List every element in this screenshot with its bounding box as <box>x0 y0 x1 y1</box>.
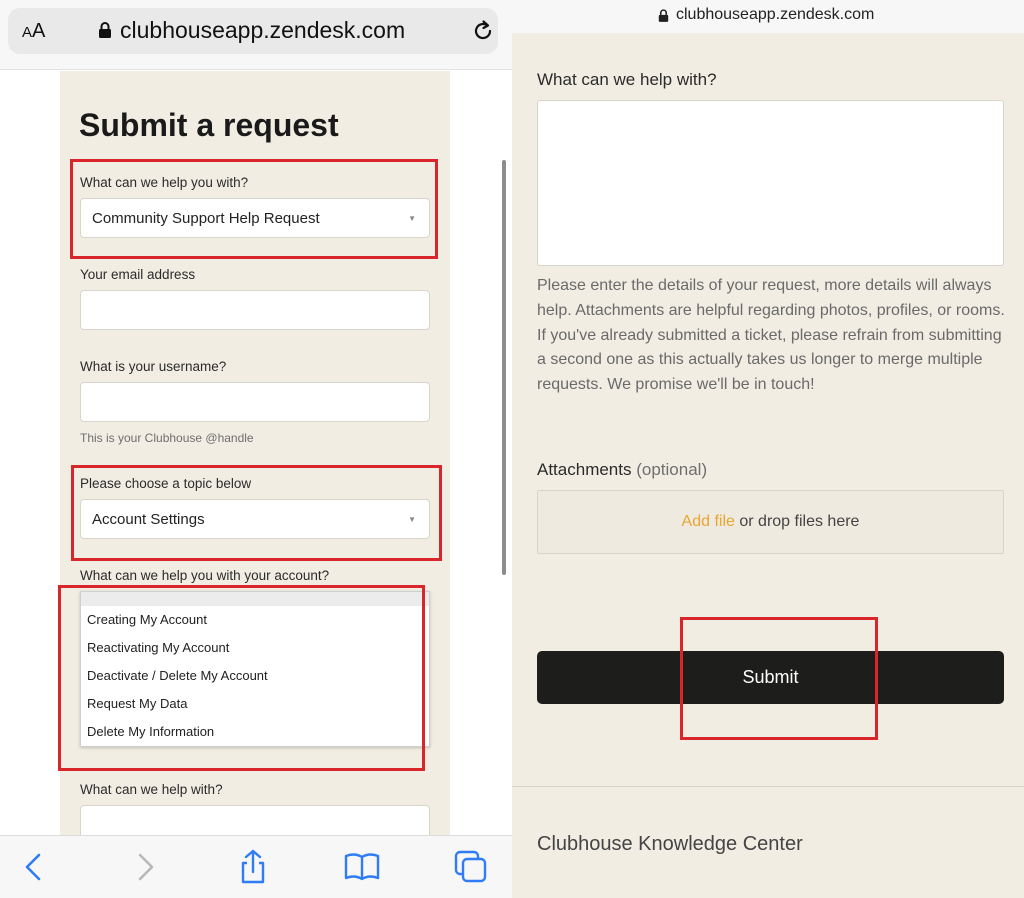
help-type-value: Community Support Help Request <box>92 210 320 227</box>
bookmarks-icon[interactable] <box>343 848 381 886</box>
address-bar[interactable] <box>8 8 498 54</box>
dropdown-option[interactable]: Request My Data <box>87 696 188 711</box>
text-size-button[interactable]: AA <box>22 20 46 42</box>
file-drop-zone[interactable] <box>537 490 1004 554</box>
details-textarea[interactable] <box>537 100 1004 266</box>
tabs-icon[interactable] <box>452 848 490 886</box>
help-type-label: What can we help you with? <box>80 175 249 190</box>
forward-icon[interactable] <box>126 848 164 886</box>
topic-value: Account Settings <box>92 511 205 528</box>
lock-icon <box>98 22 112 39</box>
details-label: What can we help with? <box>537 70 717 89</box>
footer-title[interactable]: Clubhouse Knowledge Center <box>537 833 803 855</box>
back-icon[interactable] <box>15 848 53 886</box>
share-icon[interactable] <box>234 848 272 886</box>
chevron-down-icon: ▼ <box>408 515 416 524</box>
details-description: Please enter the details of your request, more details will always help. Attachments are helpful regarding photos, profiles, or rooms. If you've already submitted a ticket, please refrain from submitting a second one as this actually takes us longer to merge multiple requests. We promise we'll be in touch! <box>537 277 1005 394</box>
page-title: Submit a request <box>79 107 339 143</box>
highlight-account-options <box>58 585 425 771</box>
account-help-label: What can we help you with your account? <box>80 568 330 583</box>
browser-top-bar-compact[interactable] <box>512 0 1024 33</box>
address-url[interactable]: clubhouseapp.zendesk.com <box>120 17 406 43</box>
dropdown-option[interactable]: Creating My Account <box>87 612 207 627</box>
highlight-submit <box>680 617 878 740</box>
dropdown-option[interactable]: Delete My Information <box>87 724 215 739</box>
scrollbar[interactable] <box>502 160 506 575</box>
browser-top-bar <box>0 0 512 70</box>
dropdown-option[interactable]: Deactivate / Delete My Account <box>87 668 268 683</box>
username-label: What is your username? <box>80 359 227 374</box>
browser-toolbar <box>0 835 512 898</box>
lock-icon <box>658 9 669 23</box>
chevron-down-icon: ▼ <box>408 214 416 223</box>
username-hint: This is your Clubhouse @handle <box>80 431 254 445</box>
drop-files-text: or drop files here <box>739 513 860 530</box>
details-label: What can we help with? <box>80 782 223 797</box>
highlight-help-type <box>70 159 438 259</box>
reload-icon[interactable] <box>470 18 496 44</box>
attachments-label: Attachments (optional) <box>537 460 708 479</box>
submit-button[interactable]: Submit <box>537 651 1004 704</box>
details-textarea[interactable] <box>80 805 430 835</box>
email-field[interactable] <box>80 290 430 330</box>
footer <box>512 786 1024 898</box>
add-file-link[interactable]: Add file <box>681 513 735 530</box>
topic-label: Please choose a topic below <box>80 476 252 491</box>
address-url[interactable]: clubhouseapp.zendesk.com <box>676 6 875 23</box>
username-field[interactable] <box>80 382 430 422</box>
dropdown-option[interactable]: Reactivating My Account <box>87 640 230 655</box>
optional-note: (optional) <box>636 460 708 479</box>
right-phone-screen <box>512 0 1024 898</box>
email-label: Your email address <box>80 267 196 282</box>
highlight-topic <box>71 465 442 561</box>
